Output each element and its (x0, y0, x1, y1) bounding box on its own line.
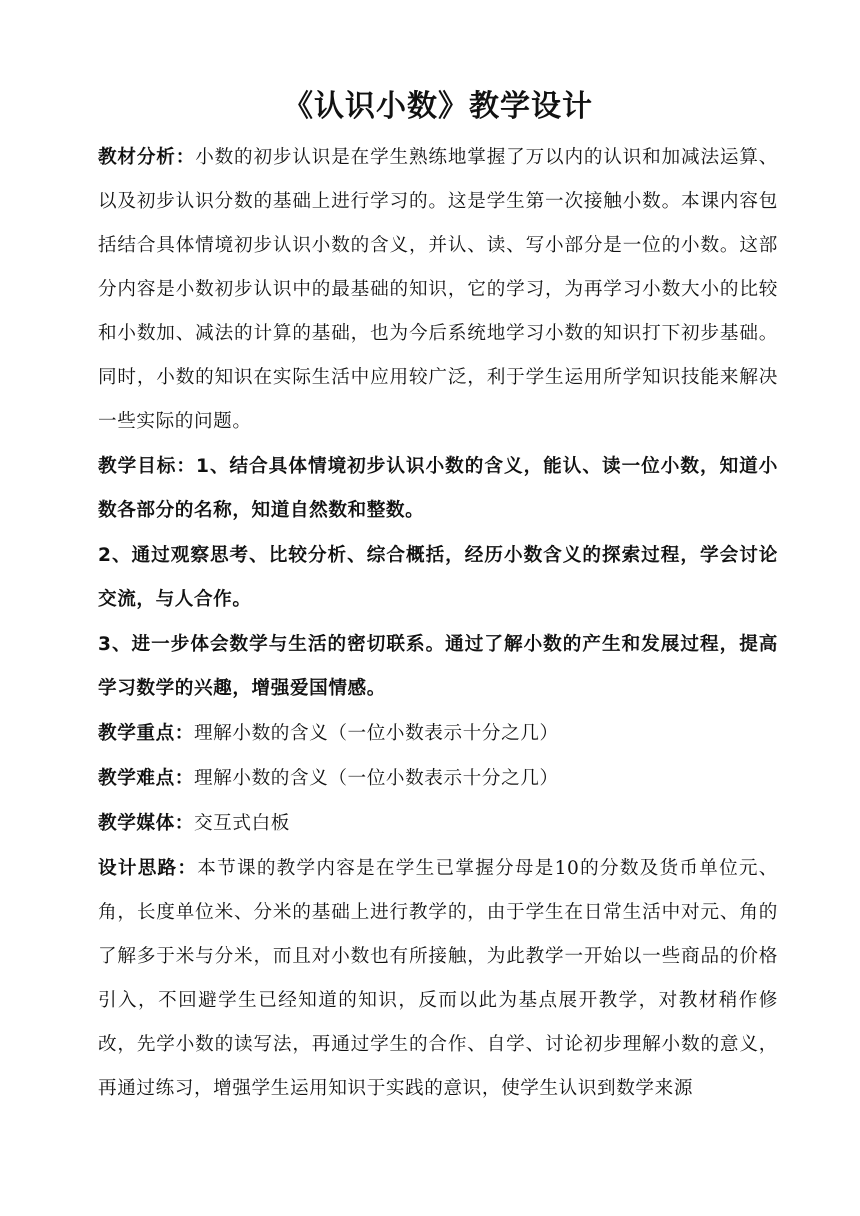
difficulty-label: 教学难点： (98, 768, 194, 789)
goals-item-3: 3、进一步体会数学与生活的密切联系。通过了解小数的产生和发展过程，提高学习数学的兴趣，增强爱国情感。 (98, 634, 778, 699)
analysis-text: 小数的初步认识是在学生熟练地掌握了万以内的认识和加减法运算、以及初步认识分数的基础上进行学习的。这是学生第一次接触小数。本课内容包括结合具体情境初步认识小数的含义，并认、读、写小部分是一位的小数。这部分内容是小数初步认识中的最基础的知识，它的学习，为再学习小数大小的比较和小数加、减法的计算的基础，也为今后系统地学习小数的知识打下初步基础。同时，小数的知识在实际生活中应用较广泛，利于学生运用所学知识技能来解决一些实际的问题。 (98, 147, 778, 432)
media-label: 教学媒体： (98, 813, 194, 834)
design-label: 设计思路： (98, 858, 198, 879)
goals-paragraph-1 (98, 445, 778, 533)
document-page (98, 86, 778, 1111)
key-point-label: 教学重点： (98, 723, 194, 744)
difficulty-text: 理解小数的含义（一位小数表示十分之几） (193, 768, 559, 789)
media-text: 交互式白板 (193, 813, 290, 834)
difficulty-paragraph (98, 757, 778, 801)
document-title: 《认识小数》教学设计 (283, 89, 593, 124)
goals-label: 教学目标： (98, 456, 197, 477)
design-text: 本节课的教学内容是在学生已掌握分母是10的分数及货币单位元、角，长度单位米、分米的基础上进行教学的，由于学生在日常生活中对元、角的了解多于米与分米，而且对小数也有所接触，为此教学一开始以一些商品的价格引入，不回避学生已经知道的知识，反而以此为基点展开教学，对教材稍作修改，先学小数的读写法，再通过学生的合作、自学、讨论初步理解小数的意义，再通过练习，增强学生运用知识于实践的意识，使学生认识到数学来源 (98, 858, 778, 1099)
media-paragraph (98, 802, 778, 846)
key-point-paragraph (98, 712, 778, 756)
goals-item-1: 1、结合具体情境初步认识小数的含义，能认、读一位小数，知道小数各部分的名称，知道自然数和整数。 (98, 456, 778, 521)
analysis-paragraph (98, 136, 778, 444)
key-point-text: 理解小数的含义（一位小数表示十分之几） (193, 723, 559, 744)
goals-item-2: 2、通过观察思考、比较分析、综合概括，经历小数含义的探索过程，学会讨论交流，与人合作。 (98, 545, 778, 610)
design-paragraph (98, 847, 778, 1111)
analysis-label: 教材分析： (98, 147, 196, 168)
